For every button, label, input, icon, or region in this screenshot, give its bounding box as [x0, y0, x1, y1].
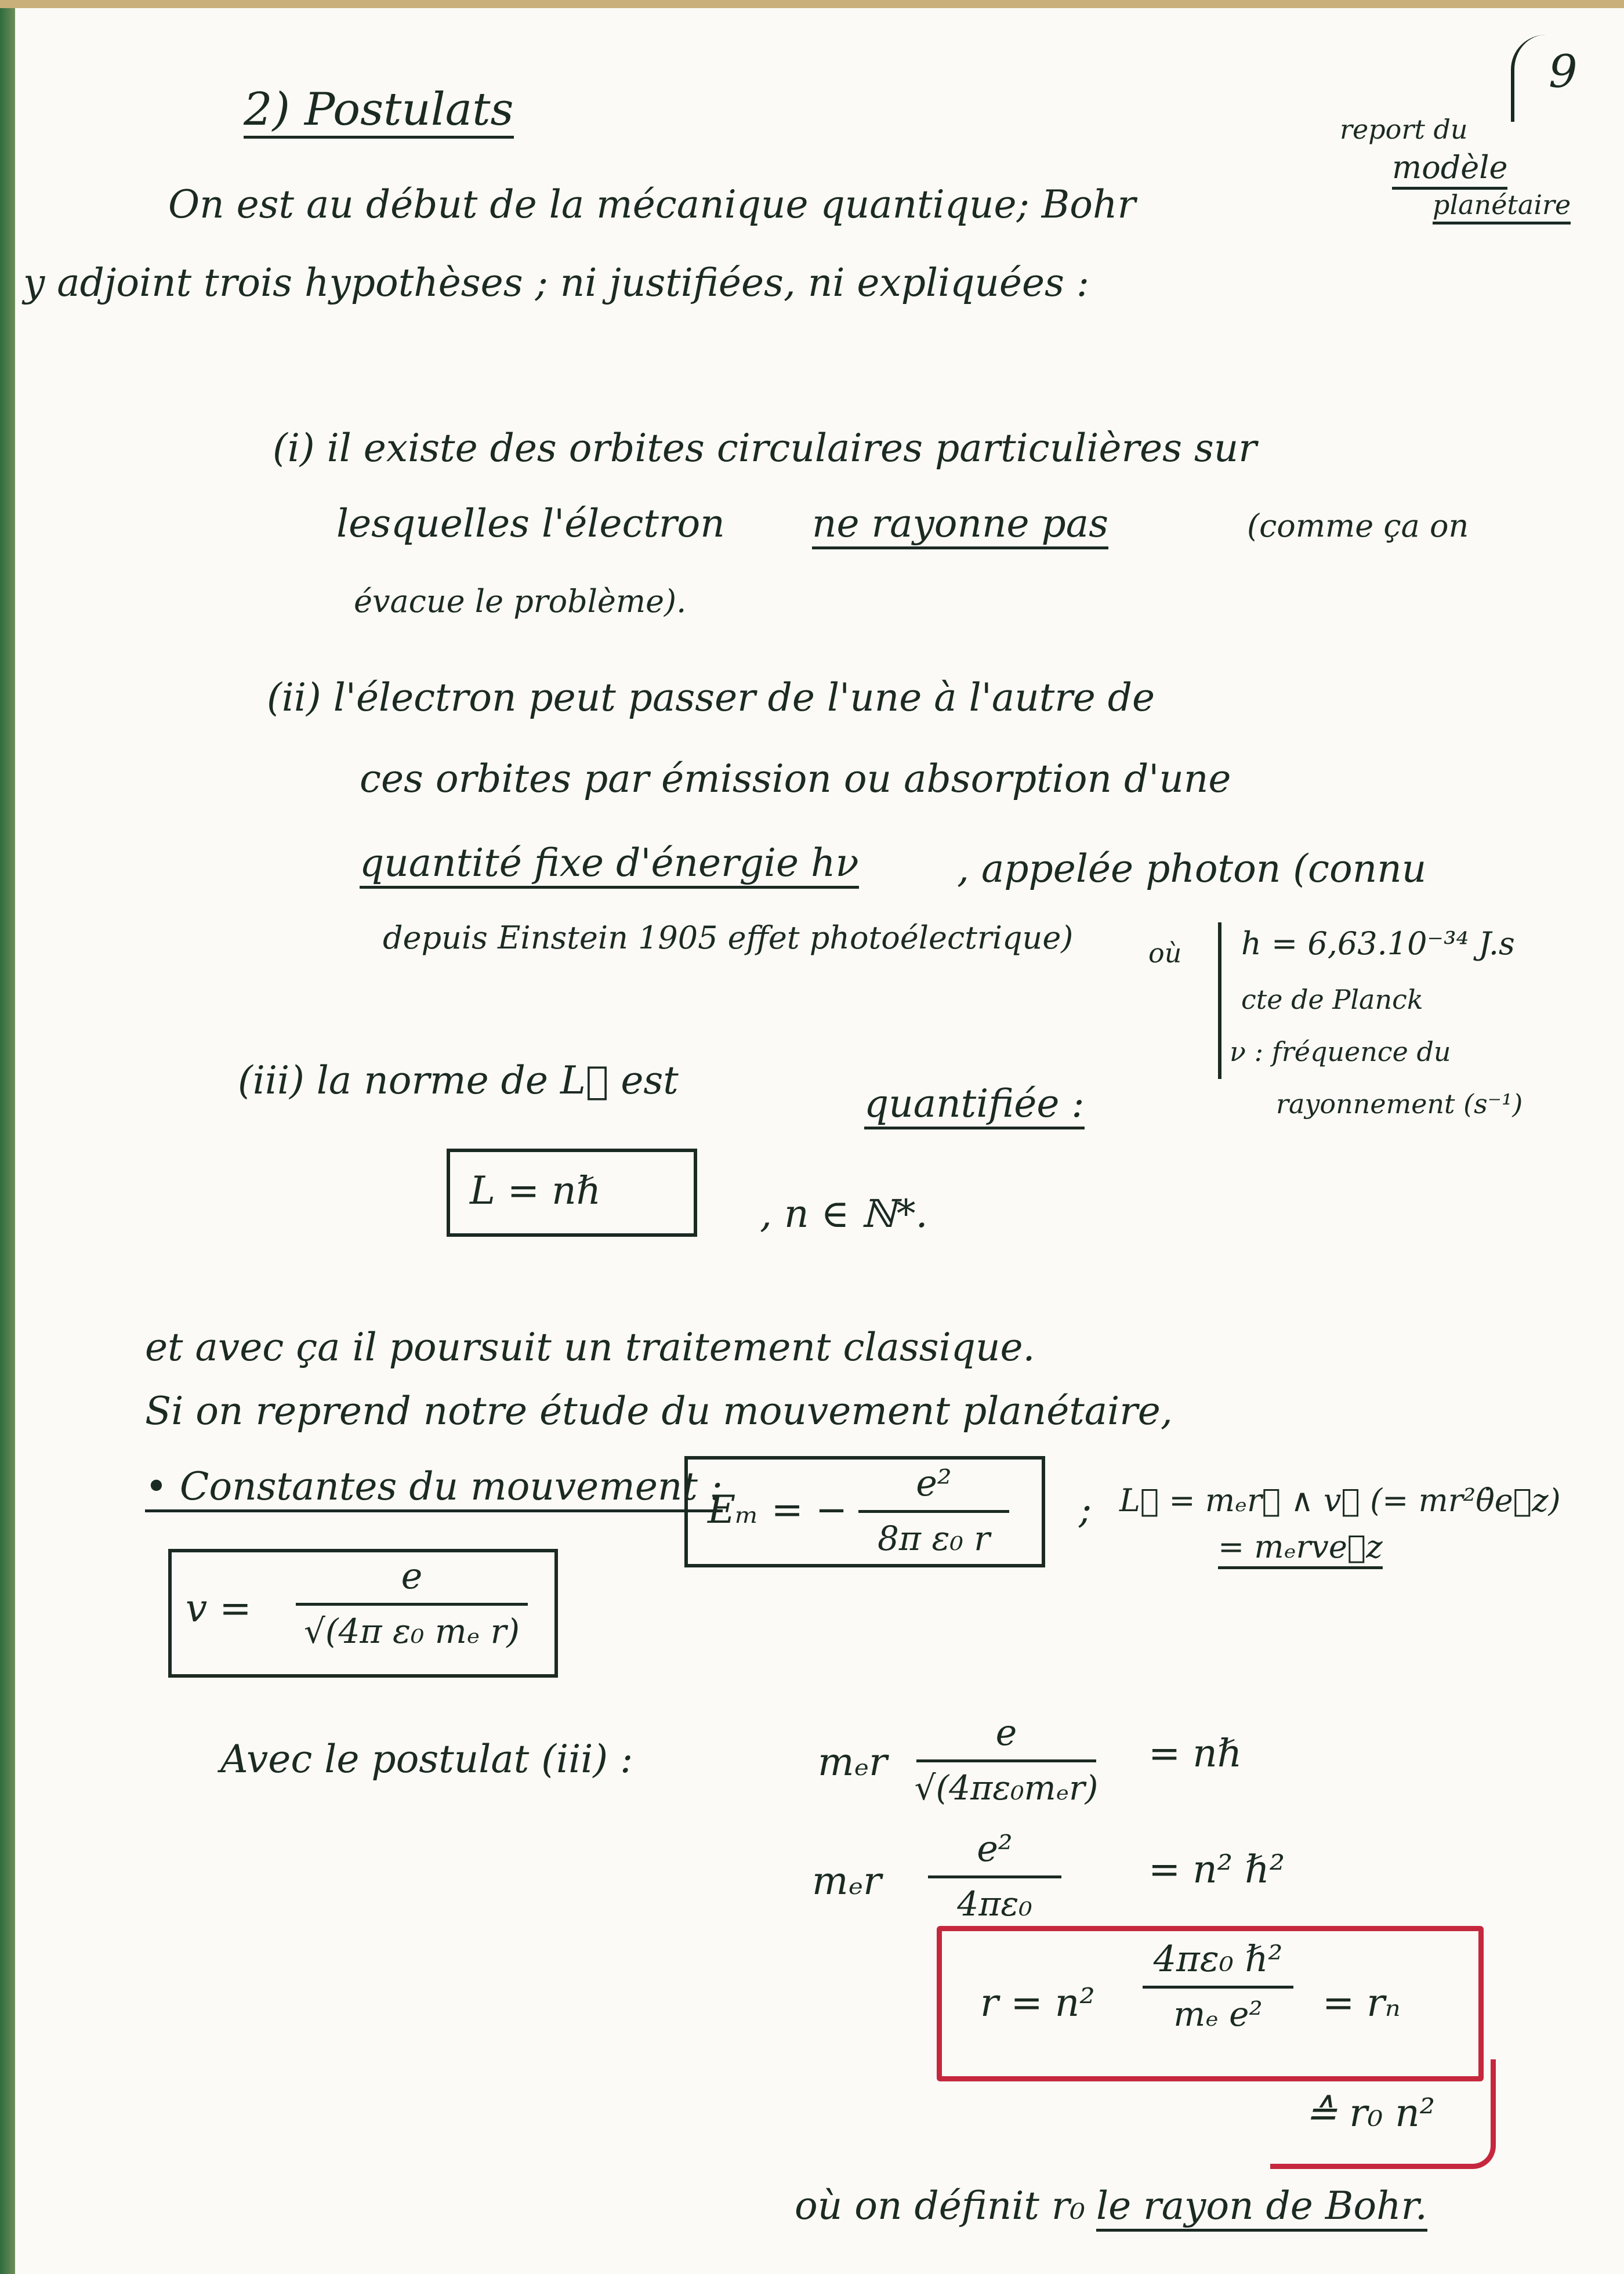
energy-fraction	[853, 1462, 1015, 1558]
planck-h: h = 6,63.10⁻³⁴ J.s	[1241, 925, 1515, 962]
planck-nu: ν : fréquence du	[1230, 1036, 1451, 1067]
postulate-ii-emphasis: quantité fixe d'énergie hν	[360, 844, 859, 889]
postulate-iii-emphasis: quantifiée :	[864, 1085, 1085, 1129]
page-edge-decoration	[0, 0, 15, 2274]
side-note-line1: report du	[1340, 114, 1468, 145]
side-note-line3: planétaire	[1433, 191, 1571, 224]
side-note-line2: modèle	[1392, 152, 1507, 190]
eq2-lhs: mₑr	[812, 1859, 882, 1903]
eq1-fraction	[911, 1711, 1102, 1808]
angular-momentum-line1: L⃗ = mₑr⃗ ∧ v⃗ (= mr²θ̇e⃗z)	[1119, 1482, 1561, 1519]
page-number: 9	[1549, 46, 1578, 98]
planck-cte: cte de Planck	[1241, 984, 1423, 1015]
eq2-fraction	[922, 1827, 1067, 1924]
postulate-ii-line3b: , appelée photon (connu	[957, 846, 1427, 891]
postulate-ii-line4: depuis Einstein 1905 effet photoélectrique)	[383, 919, 1074, 956]
eq2-denominator: 4πε₀	[957, 1884, 1032, 1924]
radius-fraction	[1137, 1938, 1299, 2034]
postulate-i-line2a: lesquelles l'électron	[336, 501, 725, 546]
continuation-line1: et avec ça il poursuit un traitement classique.	[145, 1325, 1035, 1370]
continuation-line2: Si on reprend notre étude du mouvement planétaire,	[145, 1389, 1173, 1433]
fraction-bar	[916, 1759, 1096, 1762]
intro-line2: y adjoint trois hypothèses ; ni justifiées, ni expliquées :	[23, 260, 1090, 305]
fraction-bar	[858, 1510, 1009, 1513]
conclusion-prefix: où on définit r₀	[795, 2184, 1085, 2228]
radius-rhs: = rₙ	[1322, 1980, 1401, 2025]
velocity-denominator: √(4π ε₀ mₑ r)	[303, 1612, 520, 1651]
postulate-ii-line2: ces orbites par émission ou absorption d'une	[360, 756, 1231, 801]
quantization-domain: , n ∈ ℕ*.	[760, 1192, 928, 1236]
fraction-bar	[928, 1875, 1061, 1878]
page-edge-decoration-top	[0, 0, 1624, 8]
radius-denominator: mₑ e²	[1173, 1994, 1263, 2034]
planck-where: où	[1148, 937, 1182, 969]
energy-denominator: 8π ε₀ r	[878, 1519, 990, 1558]
energy-lhs: Eₘ = −	[708, 1487, 848, 1532]
bohr-radius-relation: ≙ r₀ n²	[1305, 2091, 1436, 2135]
velocity-fraction	[290, 1555, 534, 1651]
intro-line1: On est au début de la mécanique quantique; Bohr	[168, 182, 1136, 227]
postulate-i-emphasis: ne rayonne pas	[812, 505, 1108, 549]
postulate-i-line3: évacue le problème).	[354, 583, 687, 620]
section-title: 2) Postulats	[244, 87, 514, 139]
derivation-intro: Avec le postulat (iii) :	[220, 1737, 633, 1781]
postulate-iii-line1: (iii) la norme de L⃗ est	[238, 1058, 679, 1103]
planck-nu2: rayonnement (s⁻¹)	[1276, 1088, 1523, 1120]
planck-bracket	[1218, 922, 1221, 1079]
fraction-bar	[296, 1603, 528, 1606]
quantization-formula: L = nℏ	[470, 1168, 601, 1213]
energy-numerator: e²	[916, 1462, 952, 1504]
conclusion-emphasis: le rayon de Bohr.	[1096, 2187, 1427, 2232]
eq1-numerator: e	[995, 1711, 1017, 1754]
velocity-lhs: v =	[186, 1586, 252, 1631]
eq1-rhs: = nℏ	[1148, 1731, 1242, 1776]
postulate-i-line2b: (comme ça on	[1247, 508, 1469, 544]
fraction-bar	[1143, 1986, 1293, 1989]
angular-momentum-line2: = mₑrve⃗z	[1218, 1531, 1383, 1569]
eq2-numerator: e²	[977, 1827, 1013, 1870]
radius-lhs: r = n²	[980, 1980, 1095, 2025]
separator: ;	[1079, 1487, 1092, 1532]
constants-label: • Constantes du mouvement :	[145, 1468, 723, 1512]
radius-numerator: 4πε₀ ℏ²	[1153, 1938, 1283, 1980]
postulate-ii-line1: (ii) l'électron peut passer de l'une à l'autre de	[267, 675, 1155, 720]
eq2-rhs: = n² ℏ²	[1148, 1847, 1285, 1892]
velocity-numerator: e	[401, 1555, 423, 1597]
postulate-i-line1: (i) il existe des orbites circulaires particulières sur	[273, 426, 1257, 470]
eq1-lhs: mₑr	[818, 1740, 887, 1784]
eq1-denominator: √(4πε₀mₑr)	[914, 1768, 1099, 1808]
